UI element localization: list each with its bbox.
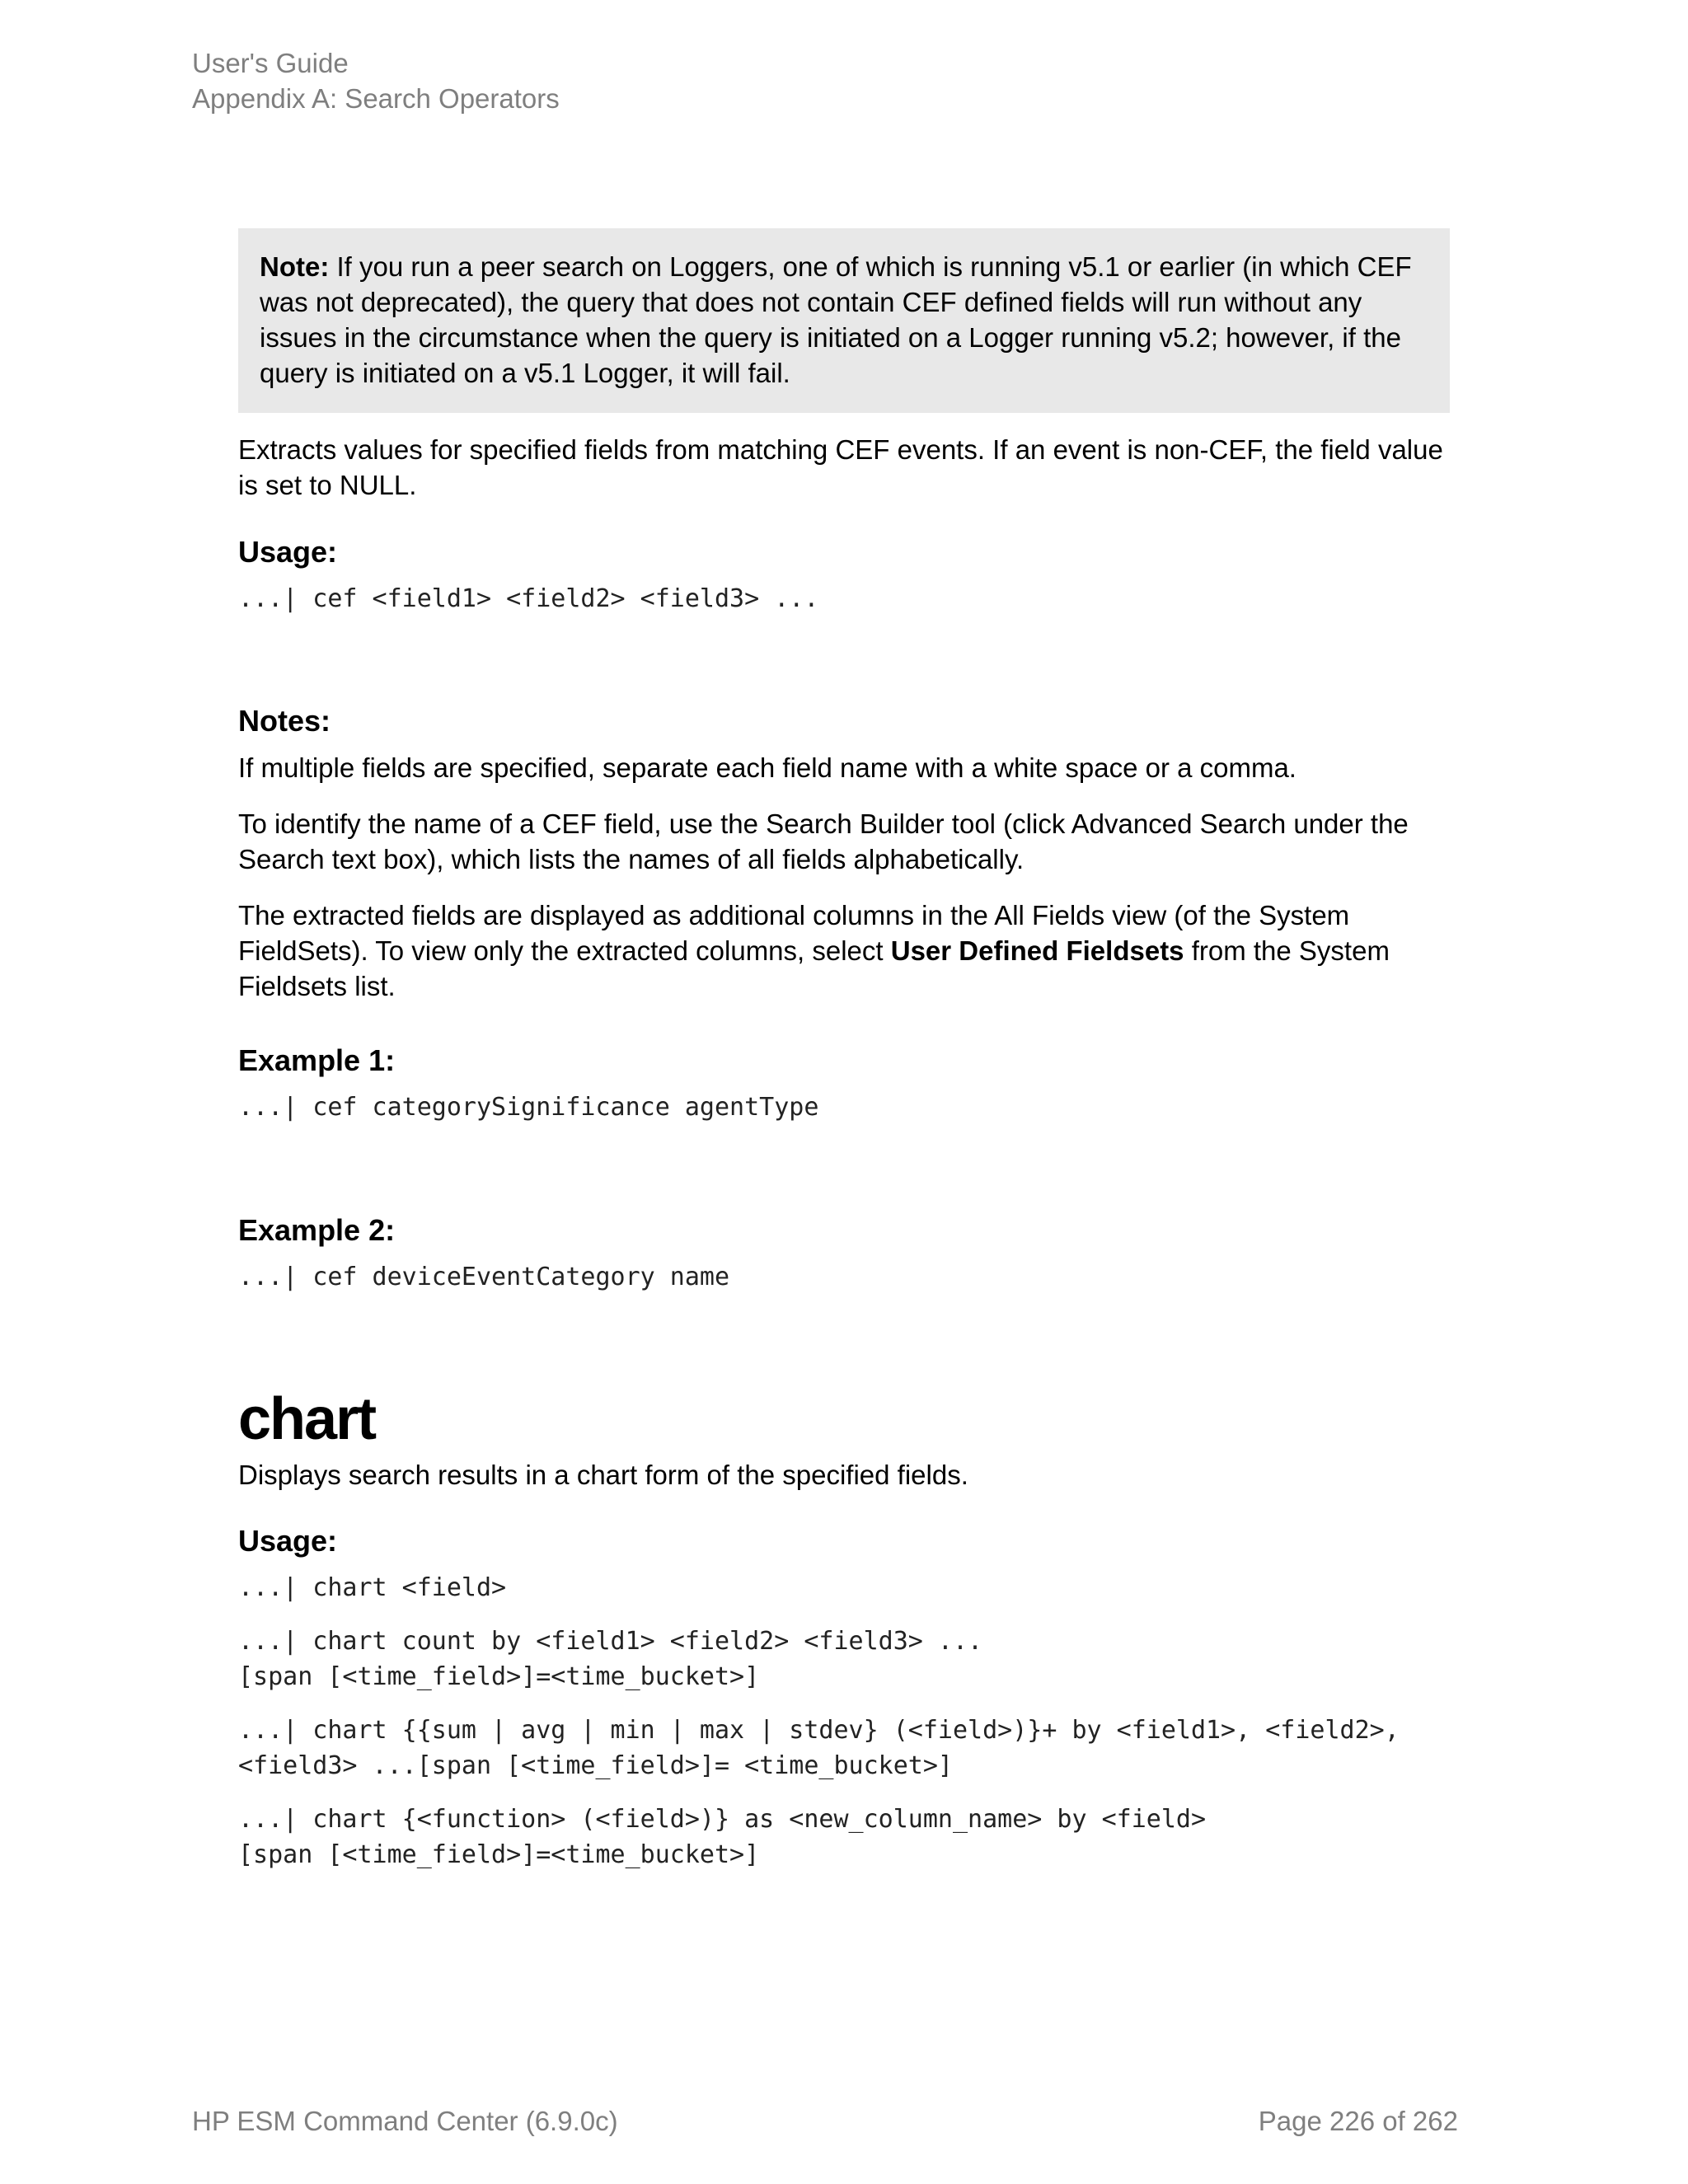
- cef-note-1: If multiple fields are specified, separate each field name with a white space or a comma.: [238, 752, 1296, 783]
- cef-usage-code: ...| cef <field1> <field2> <field3> ...: [238, 584, 819, 613]
- chart-usage-code-3: ...| chart {{sum | avg | min | max | stdev} (<field>)}+ by <field1>, <field2>, <field3> ...[span [<time_field>]= <time_bucket>]: [238, 1716, 1400, 1780]
- cef-note-2: To identify the name of a CEF field, use the Search Builder tool (click Advanced Search under the Search text box), which lists the names of all fields alphabetically.: [238, 808, 1409, 874]
- cef-note-3: [238, 898, 1450, 1004]
- note-label: Note:: [260, 251, 330, 282]
- footer-page-number: Page 226 of 262: [1258, 2106, 1458, 2136]
- footer-product: HP ESM Command Center (6.9.0c): [192, 2106, 618, 2136]
- cef-note-3-before: The extracted fields are displayed as additional columns in the All Fields view (of the System FieldSets). To view only the extracted columns, select: [238, 900, 1350, 966]
- page-header: [192, 45, 560, 116]
- chart-section-title: chart: [238, 1386, 376, 1452]
- guide-title: User's Guide: [192, 48, 349, 78]
- cef-notes-heading: Notes:: [238, 704, 331, 738]
- cef-usage-heading: Usage:: [238, 535, 338, 569]
- chart-usage-code-4: ...| chart {<function> (<field>)} as <new_column_name> by <field> [span [<time_field>]=<time_bucket>]: [238, 1805, 1206, 1869]
- page-content: [238, 228, 1450, 1872]
- note-box: [238, 228, 1450, 413]
- note-text: If you run a peer search on Loggers, one of which is running v5.1 or earlier (in which CEF was not deprecated), the query that does not contain CEF defined fields will run without any issues in the circumstance when the query is initiated on a Logger running v5.2; however, if the query is initiated on a v5.1 Logger, it will fail.: [260, 251, 1412, 388]
- section-title: Appendix A: Search Operators: [192, 83, 560, 114]
- chart-usage-code-2: ...| chart count by <field1> <field2> <field3> ... [span [<time_field>]=<time_bucket>]: [238, 1627, 983, 1691]
- cef-note-3-bold: User Defined Fieldsets: [890, 935, 1184, 966]
- cef-note-3-after: from the System Fieldsets list.: [238, 935, 1390, 1001]
- cef-example2-heading: Example 2:: [238, 1213, 396, 1247]
- chart-usage-heading: Usage:: [238, 1524, 338, 1558]
- cef-example2-code: ...| cef deviceEventCategory name: [238, 1263, 730, 1291]
- cef-intro: Extracts values for specified fields from matching CEF events. If an event is non-CEF, the field value is set to NULL.: [238, 434, 1443, 500]
- chart-usage-code-1: ...| chart <field>: [238, 1573, 507, 1602]
- cef-example1-heading: Example 1:: [238, 1043, 396, 1077]
- cef-example1-code: ...| cef categorySignificance agentType: [238, 1093, 819, 1122]
- chart-intro: Displays search results in a chart form of the specified fields.: [238, 1460, 968, 1490]
